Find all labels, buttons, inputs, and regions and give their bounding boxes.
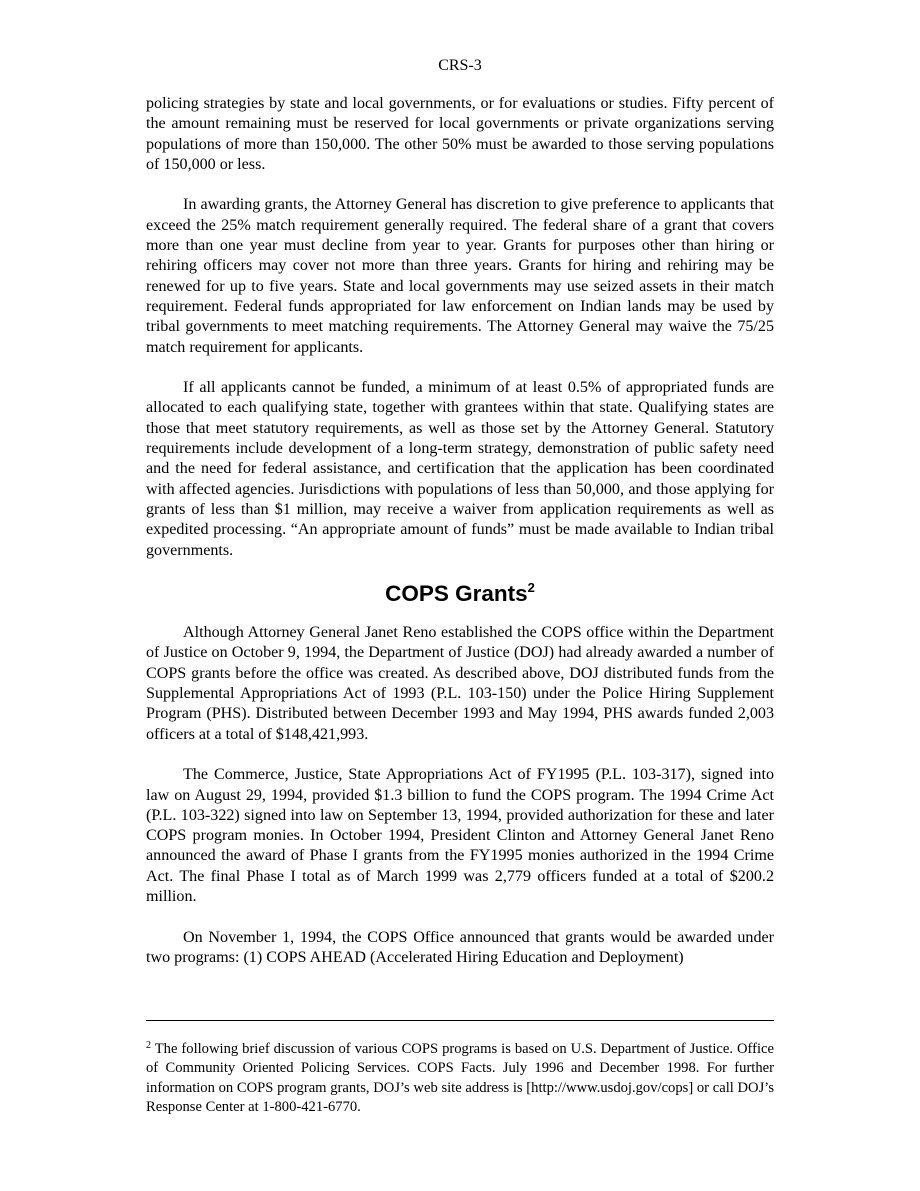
footnote-2-text: The following brief discussion of various COPS programs is based on U.S. Department of Justice. Office of Community Oriented Policing Services. COPS Facts. July 1996 and December 1998. For further information on COPS program grants, DOJ’s web site address is [http://www.usdoj.gov/cops] or call DOJ’s Response Center at 1-800-421-6770. [146,1041,774,1115]
footnote-marker-2: 2 [146,1040,151,1051]
paragraph-cops-ahead: On November 1, 1994, the COPS Office announced that grants would be awarded under two programs: (1) COPS AHEAD (Accelerated Hiring Education and Deployment) [146,928,774,966]
footnote-2 [146,1040,774,1117]
section-heading-cops-grants [146,581,774,607]
page-number-header: CRS-3 [438,57,482,74]
document-body [146,94,774,968]
section-heading-text: COPS Grants [385,581,528,607]
paragraph-appropriations-act: The Commerce, Justice, State Appropriations Act of FY1995 (P.L. 103-317), signed into law on August 29, 1994, provided $1.3 billion to fund the COPS program. The 1994 Crime Act (P.L. 103-322) signed into law on September 13, 1994, provided authorization for these and later COPS program monies. In October 1994, President Clinton and Attorney General Janet Reno announced the award of Phase I grants from the FY1995 monies authorized in the 1994 Crime Act. The final Phase I total as of March 1999 was 2,779 officers funded at a total of $200.2 million. [146,766,774,905]
paragraph-cops-office-history: Although Attorney General Janet Reno established the COPS office within the Department of Justice on October 9, 1994, the Department of Justice (DOJ) had already awarded a number of COPS grants before the office was created. As described above, DOJ distributed funds from the Supplemental Appropriations Act of 1993 (P.L. 103-150) under the Police Hiring Supplement Program (PHS). Distributed between December 1993 and May 1994, PHS awards funded 2,003 officers at a total of $148,421,993. [146,624,774,743]
paragraph-policing-strategies: policing strategies by state and local governments, or for evaluations or studies. Fifty percent of the amount remaining must be reserved for local governments or private organizations serving populations of more than 150,000. The other 50% must be awarded to those serving populations of 150,000 or less. [146,95,774,173]
footnote-divider [146,1020,774,1021]
footnotes-section [146,1040,774,1117]
paragraph-fund-allocation: If all applicants cannot be funded, a minimum of at least 0.5% of appropriated funds are allocated to each qualifying state, together with grantees within that state. Qualifying states are those that meet statutory requirements, as well as those set by the Attorney General. Statutory requirements include development of a long-term strategy, demonstration of public safety need and the need for federal assistance, and certification that the application has been coordinated with affected agencies. Jurisdictions with populations of less than 50,000, and those applying for grants of less than $1 million, may receive a waiver from application requirements as well as expedited processing. “An appropriate amount of funds” must be made available to Indian tribal governments. [146,379,774,559]
footnote-reference-2[interactable]: 2 [527,580,535,596]
paragraph-awarding-grants: In awarding grants, the Attorney General has discretion to give preference to applicants that exceed the 25% match requirement generally required. The federal share of a grant that covers more than one year must decline from year to year. Grants for purposes other than hiring or rehiring officers may cover not more than three years. Grants for hiring and rehiring may be renewed for up to five years. State and local governments may use seized assets in their match requirement. Federal funds appropriated for law enforcement on Indian lands may be used by tribal governments to meet matching requirements. The Attorney General may waive the 75/25 match requirement for applicants. [146,196,774,356]
